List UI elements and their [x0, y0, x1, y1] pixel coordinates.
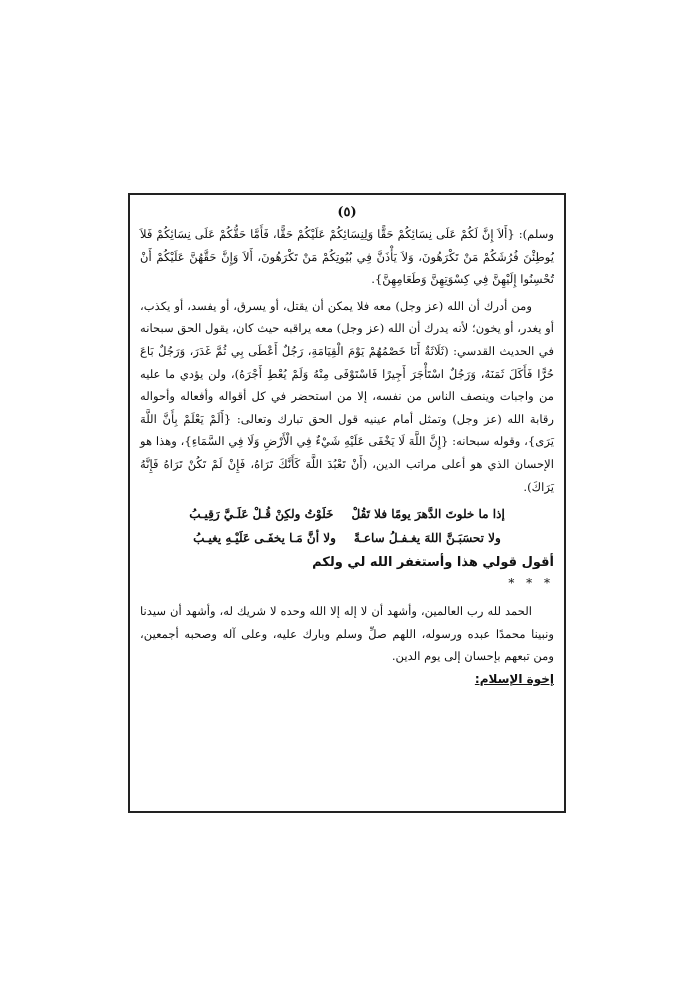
poem — [140, 502, 554, 550]
poem-line — [140, 526, 554, 550]
poem-second-hemistich: ولا أنَّ مَـا يخفَـى عَلَيْـهِ يغيـبُ — [193, 531, 336, 546]
hadith-paragraph: وسلم): {أَلاَ إِنَّ لَكُمْ عَلَى نِسَائِكُمْ حَقًّا وَلِنِسَائِكُمْ عَلَيْكُمْ حَقًّا، فَأَمَّا حَقُّكُمْ عَلَى نِسَائِكُمْ فَلاَ يُوطِئْنَ فُرُشَكُمْ مَنْ تَكْرَهُونَ، وَلاَ يَأْذَنَّ فِي بُيُوتِكُمْ مَنْ تَكْرَهُونَ، أَلاَ وَإِنَّ حَقَّهُنَّ عَلَيْكُمْ أَنْ تُحْسِنُوا إِلَيْهِنَّ فِي كِسْوَتِهِنَّ وَطَعَامِهِنَّ}. — [140, 227, 554, 287]
poem-first-hemistich: إذا ما خلوتَ الدَّهرَ يومًا فلا تَقُلْ — [351, 507, 505, 522]
page-content — [140, 223, 554, 690]
page-number: (٥) — [337, 205, 357, 220]
poem-first-hemistich: ولا تحسَبَـنَّ اللهَ يغـفـلُ ساعـةً — [353, 531, 501, 546]
page-frame — [128, 193, 566, 813]
poem-second-hemistich: خَلَوْتُ ولكِنْ قُـلْ عَلَـيَّ رَقِيـبُ — [189, 507, 334, 522]
poem-line — [140, 502, 554, 526]
second-sermon-paragraph: الحمد لله رب العالمين، وأشهد أن لا إله إلا الله وحده لا شريك له، وأشهد أن سيدنا ونبينا محمدًا عبده ورسوله، اللهم صلِّ وسلم وبارك عليه، وعلى آله وصحبه أجمعين، ومن تبعهم بإحسان إلى يوم الدين. — [140, 604, 554, 664]
section-separator: * * * — [508, 576, 554, 591]
ihsan-paragraph: ومن أدرك أن الله (عز وجل) معه فلا يمكن أن يقتل، أو يسرق، أو يفسد، أو يكذب، أو يغدر، أو يخون؛ لأنه يدرك أن الله (عز وجل) معه يراقبه حيث كان، يقول الحق سبحانه في الحديث القدسي: (ثَلَاثَةٌ أَنَا خَصْمُهُمْ يَوْمَ الْقِيَامَةِ، رَجُلٌ أَعْطَى بِي ثُمَّ غَدَرَ، وَرَجُلٌ بَاعَ حُرًّا فَأَكَلَ ثَمَنَهُ، وَرَجُلٌ اسْتَأْجَرَ أَجِيرًا فَاسْتَوْفَى مِنْهُ وَلَمْ يُعْطِ أَجْرَهُ)، ولن يؤدي ما عليه من واجبات وينصف الناس من نفسه، إلا من استحضر في كل أقواله وأفعاله وأحواله رقابة الله (عز وجل) وتمثل أمام عينيه قول الحق تبارك وتعالى: {أَلَمْ يَعْلَمْ بِأَنَّ اللَّهَ يَرَى}، وقوله سبحانه: {إِنَّ اللَّهَ لَا يَخْفَى عَلَيْهِ شَيْءٌ فِي الْأَرْضِ وَلَا فِي السَّمَاءِ}، وهذا هو الإحسان الذي هو أعلى مراتب الدين، (أَنْ تَعْبُدَ اللَّهَ كَأَنَّكَ تَرَاهُ، فَإِنْ لَمْ تَكُنْ تَرَاهُ فَإِنَّهُ يَرَاكَ). — [140, 298, 554, 494]
section-heading: إخوة الإسلام: — [474, 671, 554, 686]
closing-line: أقول قولي هذا وأستغفر الله لي ولكم — [312, 555, 554, 571]
